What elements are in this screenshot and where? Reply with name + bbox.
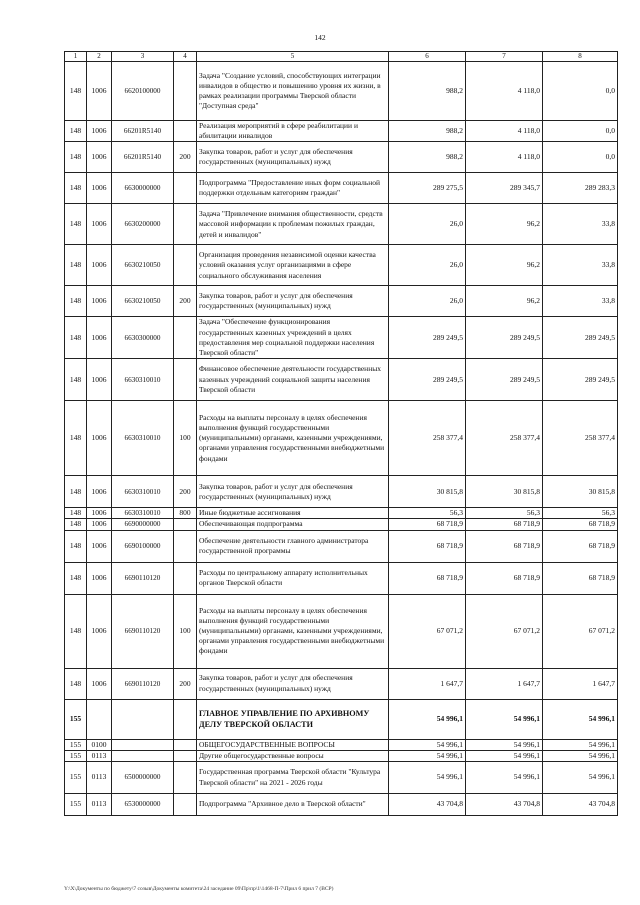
item-name-cell: Расходы на выплаты персоналу в целях обеспечения выполнения функций государственными (муниципальными) органами, казенными учреждениями, органами управления государственными внебюджетными фондами <box>197 401 389 476</box>
amount-year3-cell: 33,8 <box>543 245 618 286</box>
amount-year3-cell: 289 283,3 <box>543 173 618 204</box>
target-article-cell: 6500000000 <box>112 762 174 794</box>
amount-year1-cell: 68 718,9 <box>389 530 466 562</box>
amount-year1-cell: 68 718,9 <box>389 562 466 594</box>
table-row <box>65 204 618 245</box>
ministry-code-cell: 148 <box>65 508 87 519</box>
expense-type-cell <box>174 62 197 121</box>
table-row <box>65 286 618 317</box>
amount-year1-cell: 68 718,9 <box>389 519 466 530</box>
expense-type-cell <box>174 245 197 286</box>
amount-year1-cell: 289 275,5 <box>389 173 466 204</box>
section-code-cell: 1006 <box>87 594 112 668</box>
section-code-cell: 1006 <box>87 121 112 142</box>
ministry-code-cell: 148 <box>65 476 87 508</box>
budget-table <box>64 51 618 816</box>
table-row <box>65 245 618 286</box>
amount-year2-cell: 289 249,5 <box>466 317 543 359</box>
target-article-cell: 6630310010 <box>112 508 174 519</box>
target-article-cell: 6620100000 <box>112 62 174 121</box>
table-row <box>65 317 618 359</box>
section-code-cell: 1006 <box>87 562 112 594</box>
amount-year3-cell: 68 718,9 <box>543 562 618 594</box>
section-code-cell: 1006 <box>87 401 112 476</box>
column-number: 8 <box>543 52 618 62</box>
amount-year3-cell: 289 249,5 <box>543 359 618 401</box>
amount-year2-cell: 4 118,0 <box>466 62 543 121</box>
item-name-cell: Задача "Обеспечение функционирования государственных казенных учреждений в целях предоставления мер социальной поддержки населения Тверской области" <box>197 317 389 359</box>
table-row <box>65 699 618 739</box>
target-article-cell: 6530000000 <box>112 794 174 816</box>
item-name-cell: Реализация мероприятий в сфере реабилитации и абилитации инвалидов <box>197 121 389 142</box>
amount-year2-cell: 54 996,1 <box>466 699 543 739</box>
amount-year2-cell: 54 996,1 <box>466 762 543 794</box>
amount-year1-cell: 54 996,1 <box>389 750 466 761</box>
ministry-code-cell: 155 <box>65 739 87 750</box>
amount-year3-cell: 0,0 <box>543 121 618 142</box>
section-code-cell: 1006 <box>87 476 112 508</box>
item-name-cell: Задача "Создание условий, способствующих интеграции инвалидов в общество и повышению уровня их жизни, в рамках реализации программы Тверской области "Доступная среда" <box>197 62 389 121</box>
column-number-row <box>65 52 618 62</box>
expense-type-cell: 800 <box>174 508 197 519</box>
amount-year3-cell: 56,3 <box>543 508 618 519</box>
amount-year3-cell: 67 071,2 <box>543 594 618 668</box>
item-name-cell: Задача "Привлечение внимания общественности, средств массовой информации к проблемам пожилых граждан, детей и инвалидов" <box>197 204 389 245</box>
column-number: 7 <box>466 52 543 62</box>
section-code-cell: 0113 <box>87 794 112 816</box>
column-number: 3 <box>112 52 174 62</box>
section-code-cell: 1006 <box>87 530 112 562</box>
table-row <box>65 562 618 594</box>
amount-year1-cell: 26,0 <box>389 286 466 317</box>
amount-year2-cell: 68 718,9 <box>466 530 543 562</box>
target-article-cell: 6630300000 <box>112 317 174 359</box>
section-code-cell: 1006 <box>87 317 112 359</box>
ministry-code-cell: 155 <box>65 794 87 816</box>
table-row <box>65 762 618 794</box>
amount-year3-cell: 54 996,1 <box>543 762 618 794</box>
amount-year1-cell: 30 815,8 <box>389 476 466 508</box>
expense-type-cell <box>174 699 197 739</box>
expense-type-cell <box>174 762 197 794</box>
amount-year2-cell: 43 704,8 <box>466 794 543 816</box>
amount-year1-cell: 988,2 <box>389 121 466 142</box>
target-article-cell: 6630210050 <box>112 245 174 286</box>
target-article-cell: 6630210050 <box>112 286 174 317</box>
amount-year2-cell: 96,2 <box>466 245 543 286</box>
section-code-cell: 1006 <box>87 519 112 530</box>
expense-type-cell: 200 <box>174 476 197 508</box>
item-name-cell: Другие общегосударственные вопросы <box>197 750 389 761</box>
table-row <box>65 121 618 142</box>
ministry-code-cell: 148 <box>65 121 87 142</box>
target-article-cell: 6690000000 <box>112 519 174 530</box>
amount-year1-cell: 988,2 <box>389 142 466 173</box>
amount-year1-cell: 56,3 <box>389 508 466 519</box>
expense-type-cell: 200 <box>174 668 197 699</box>
column-number: 1 <box>65 52 87 62</box>
ministry-code-cell: 155 <box>65 699 87 739</box>
expense-type-cell <box>174 204 197 245</box>
section-code-cell: 0100 <box>87 739 112 750</box>
footer-file-path: Y:\Х\Документы по бюджету\7 созыв\Документы комитета\24 заседание 09\Пр\пр\1\1468-П-7\Прил 6 прил 7 (ВСР) <box>64 886 334 892</box>
target-article-cell: 6630200000 <box>112 204 174 245</box>
item-name-cell: Закупка товаров, работ и услуг для обеспечения государственных (муниципальных) нужд <box>197 476 389 508</box>
amount-year3-cell: 68 718,9 <box>543 530 618 562</box>
ministry-code-cell: 148 <box>65 562 87 594</box>
expense-type-cell <box>174 794 197 816</box>
target-article-cell <box>112 739 174 750</box>
amount-year2-cell: 4 118,0 <box>466 142 543 173</box>
amount-year1-cell: 54 996,1 <box>389 699 466 739</box>
table-row <box>65 594 618 668</box>
ministry-code-cell: 148 <box>65 317 87 359</box>
section-code-cell: 1006 <box>87 508 112 519</box>
amount-year2-cell: 4 118,0 <box>466 121 543 142</box>
ministry-code-cell: 148 <box>65 530 87 562</box>
item-name-cell: Подпрограмма "Архивное дело в Тверской области" <box>197 794 389 816</box>
expense-type-cell <box>174 359 197 401</box>
ministry-code-cell: 148 <box>65 519 87 530</box>
item-name-cell: Финансовое обеспечение деятельности государственных казенных учреждений социальной защиты населения Тверской области <box>197 359 389 401</box>
amount-year1-cell: 54 996,1 <box>389 739 466 750</box>
item-name-cell: Иные бюджетные ассигнования <box>197 508 389 519</box>
amount-year2-cell: 289 345,7 <box>466 173 543 204</box>
amount-year1-cell: 26,0 <box>389 245 466 286</box>
item-name-cell: Обеспечивающая подпрограмма <box>197 519 389 530</box>
amount-year3-cell: 289 249,5 <box>543 317 618 359</box>
amount-year2-cell: 54 996,1 <box>466 750 543 761</box>
column-number: 6 <box>389 52 466 62</box>
target-article-cell: 6630310010 <box>112 359 174 401</box>
target-article-cell: 6690110120 <box>112 562 174 594</box>
target-article-cell: 6630310010 <box>112 401 174 476</box>
expense-type-cell <box>174 519 197 530</box>
amount-year1-cell: 988,2 <box>389 62 466 121</box>
expense-type-cell <box>174 739 197 750</box>
item-name-cell: Государственная программа Тверской области "Культура Тверской области" на 2021 - 2026 годы <box>197 762 389 794</box>
section-code-cell: 1006 <box>87 668 112 699</box>
amount-year1-cell: 1 647,7 <box>389 668 466 699</box>
section-code-cell: 1006 <box>87 286 112 317</box>
table-row <box>65 519 618 530</box>
amount-year2-cell: 68 718,9 <box>466 562 543 594</box>
expense-type-cell: 100 <box>174 401 197 476</box>
amount-year2-cell: 96,2 <box>466 204 543 245</box>
item-name-cell: Закупка товаров, работ и услуг для обеспечения государственных (муниципальных) нужд <box>197 668 389 699</box>
item-name-cell: Расходы по центральному аппарату исполнительных органов Тверской области <box>197 562 389 594</box>
target-article-cell: 6630310010 <box>112 476 174 508</box>
ministry-code-cell: 148 <box>65 245 87 286</box>
amount-year3-cell: 33,8 <box>543 204 618 245</box>
expense-type-cell <box>174 121 197 142</box>
target-article-cell: 66201R5140 <box>112 121 174 142</box>
table-row <box>65 173 618 204</box>
table-row <box>65 739 618 750</box>
amount-year2-cell: 30 815,8 <box>466 476 543 508</box>
amount-year2-cell: 1 647,7 <box>466 668 543 699</box>
amount-year1-cell: 43 704,8 <box>389 794 466 816</box>
item-name-cell: Обеспечение деятельности главного администратора государственной программы <box>197 530 389 562</box>
item-name-cell: ОБЩЕГОСУДАРСТВЕННЫЕ ВОПРОСЫ <box>197 739 389 750</box>
ministry-code-cell: 155 <box>65 762 87 794</box>
ministry-code-cell: 155 <box>65 750 87 761</box>
item-name-cell: Расходы на выплаты персоналу в целях обеспечения выполнения функций государственными (муниципальными) органами, казенными учреждениями, органами управления государственными внебюджетными фондами <box>197 594 389 668</box>
ministry-code-cell: 148 <box>65 594 87 668</box>
item-name-cell: Организация проведения независимой оценки качества условий оказания услуг организациями в сфере социального обслуживания населения <box>197 245 389 286</box>
section-code-cell: 0113 <box>87 750 112 761</box>
section-code-cell: 1006 <box>87 142 112 173</box>
expense-type-cell <box>174 317 197 359</box>
target-article-cell <box>112 699 174 739</box>
amount-year2-cell: 54 996,1 <box>466 739 543 750</box>
expense-type-cell: 100 <box>174 594 197 668</box>
amount-year1-cell: 258 377,4 <box>389 401 466 476</box>
expense-type-cell <box>174 173 197 204</box>
target-article-cell: 6690100000 <box>112 530 174 562</box>
expense-type-cell <box>174 530 197 562</box>
amount-year2-cell: 56,3 <box>466 508 543 519</box>
amount-year1-cell: 54 996,1 <box>389 762 466 794</box>
target-article-cell <box>112 750 174 761</box>
ministry-code-cell: 148 <box>65 204 87 245</box>
table-row <box>65 476 618 508</box>
ministry-code-cell: 148 <box>65 286 87 317</box>
amount-year3-cell: 33,8 <box>543 286 618 317</box>
section-code-cell: 1006 <box>87 359 112 401</box>
table-row <box>65 359 618 401</box>
amount-year3-cell: 54 996,1 <box>543 739 618 750</box>
table-row <box>65 401 618 476</box>
amount-year3-cell: 1 647,7 <box>543 668 618 699</box>
item-name-cell: Закупка товаров, работ и услуг для обеспечения государственных (муниципальных) нужд <box>197 286 389 317</box>
budget-table-body <box>65 52 618 816</box>
table-row <box>65 508 618 519</box>
column-number: 5 <box>197 52 389 62</box>
section-code-cell: 1006 <box>87 204 112 245</box>
table-row <box>65 62 618 121</box>
expense-type-cell: 200 <box>174 286 197 317</box>
amount-year3-cell: 68 718,9 <box>543 519 618 530</box>
table-row <box>65 750 618 761</box>
amount-year3-cell: 43 704,8 <box>543 794 618 816</box>
column-number: 2 <box>87 52 112 62</box>
item-name-cell: Закупка товаров, работ и услуг для обеспечения государственных (муниципальных) нужд <box>197 142 389 173</box>
table-row <box>65 668 618 699</box>
amount-year2-cell: 67 071,2 <box>466 594 543 668</box>
amount-year1-cell: 26,0 <box>389 204 466 245</box>
target-article-cell: 6630000000 <box>112 173 174 204</box>
target-article-cell: 6690110120 <box>112 668 174 699</box>
section-code-cell <box>87 699 112 739</box>
ministry-code-cell: 148 <box>65 359 87 401</box>
amount-year3-cell: 30 815,8 <box>543 476 618 508</box>
table-row <box>65 530 618 562</box>
amount-year1-cell: 67 071,2 <box>389 594 466 668</box>
item-name-cell: Подпрограмма "Предоставление иных форм социальной поддержки отдельным категориям граждан" <box>197 173 389 204</box>
ministry-code-cell: 148 <box>65 668 87 699</box>
ministry-code-cell: 148 <box>65 401 87 476</box>
amount-year2-cell: 68 718,9 <box>466 519 543 530</box>
expense-type-cell <box>174 562 197 594</box>
target-article-cell: 66201R5140 <box>112 142 174 173</box>
amount-year3-cell: 0,0 <box>543 62 618 121</box>
target-article-cell: 6690110120 <box>112 594 174 668</box>
amount-year3-cell: 0,0 <box>543 142 618 173</box>
ministry-code-cell: 148 <box>65 173 87 204</box>
amount-year3-cell: 54 996,1 <box>543 750 618 761</box>
page-number: 142 <box>314 33 326 42</box>
ministry-code-cell: 148 <box>65 62 87 121</box>
amount-year2-cell: 289 249,5 <box>466 359 543 401</box>
amount-year3-cell: 258 377,4 <box>543 401 618 476</box>
amount-year2-cell: 96,2 <box>466 286 543 317</box>
expense-type-cell <box>174 750 197 761</box>
expense-type-cell: 200 <box>174 142 197 173</box>
item-name-cell: ГЛАВНОЕ УПРАВЛЕНИЕ ПО АРХИВНОМУ ДЕЛУ ТВЕРСКОЙ ОБЛАСТИ <box>197 699 389 739</box>
section-code-cell: 1006 <box>87 245 112 286</box>
table-row <box>65 794 618 816</box>
table-row <box>65 142 618 173</box>
amount-year1-cell: 289 249,5 <box>389 317 466 359</box>
amount-year2-cell: 258 377,4 <box>466 401 543 476</box>
ministry-code-cell: 148 <box>65 142 87 173</box>
section-code-cell: 1006 <box>87 62 112 121</box>
amount-year3-cell: 54 996,1 <box>543 699 618 739</box>
amount-year1-cell: 289 249,5 <box>389 359 466 401</box>
section-code-cell: 1006 <box>87 173 112 204</box>
section-code-cell: 0113 <box>87 762 112 794</box>
column-number: 4 <box>174 52 197 62</box>
